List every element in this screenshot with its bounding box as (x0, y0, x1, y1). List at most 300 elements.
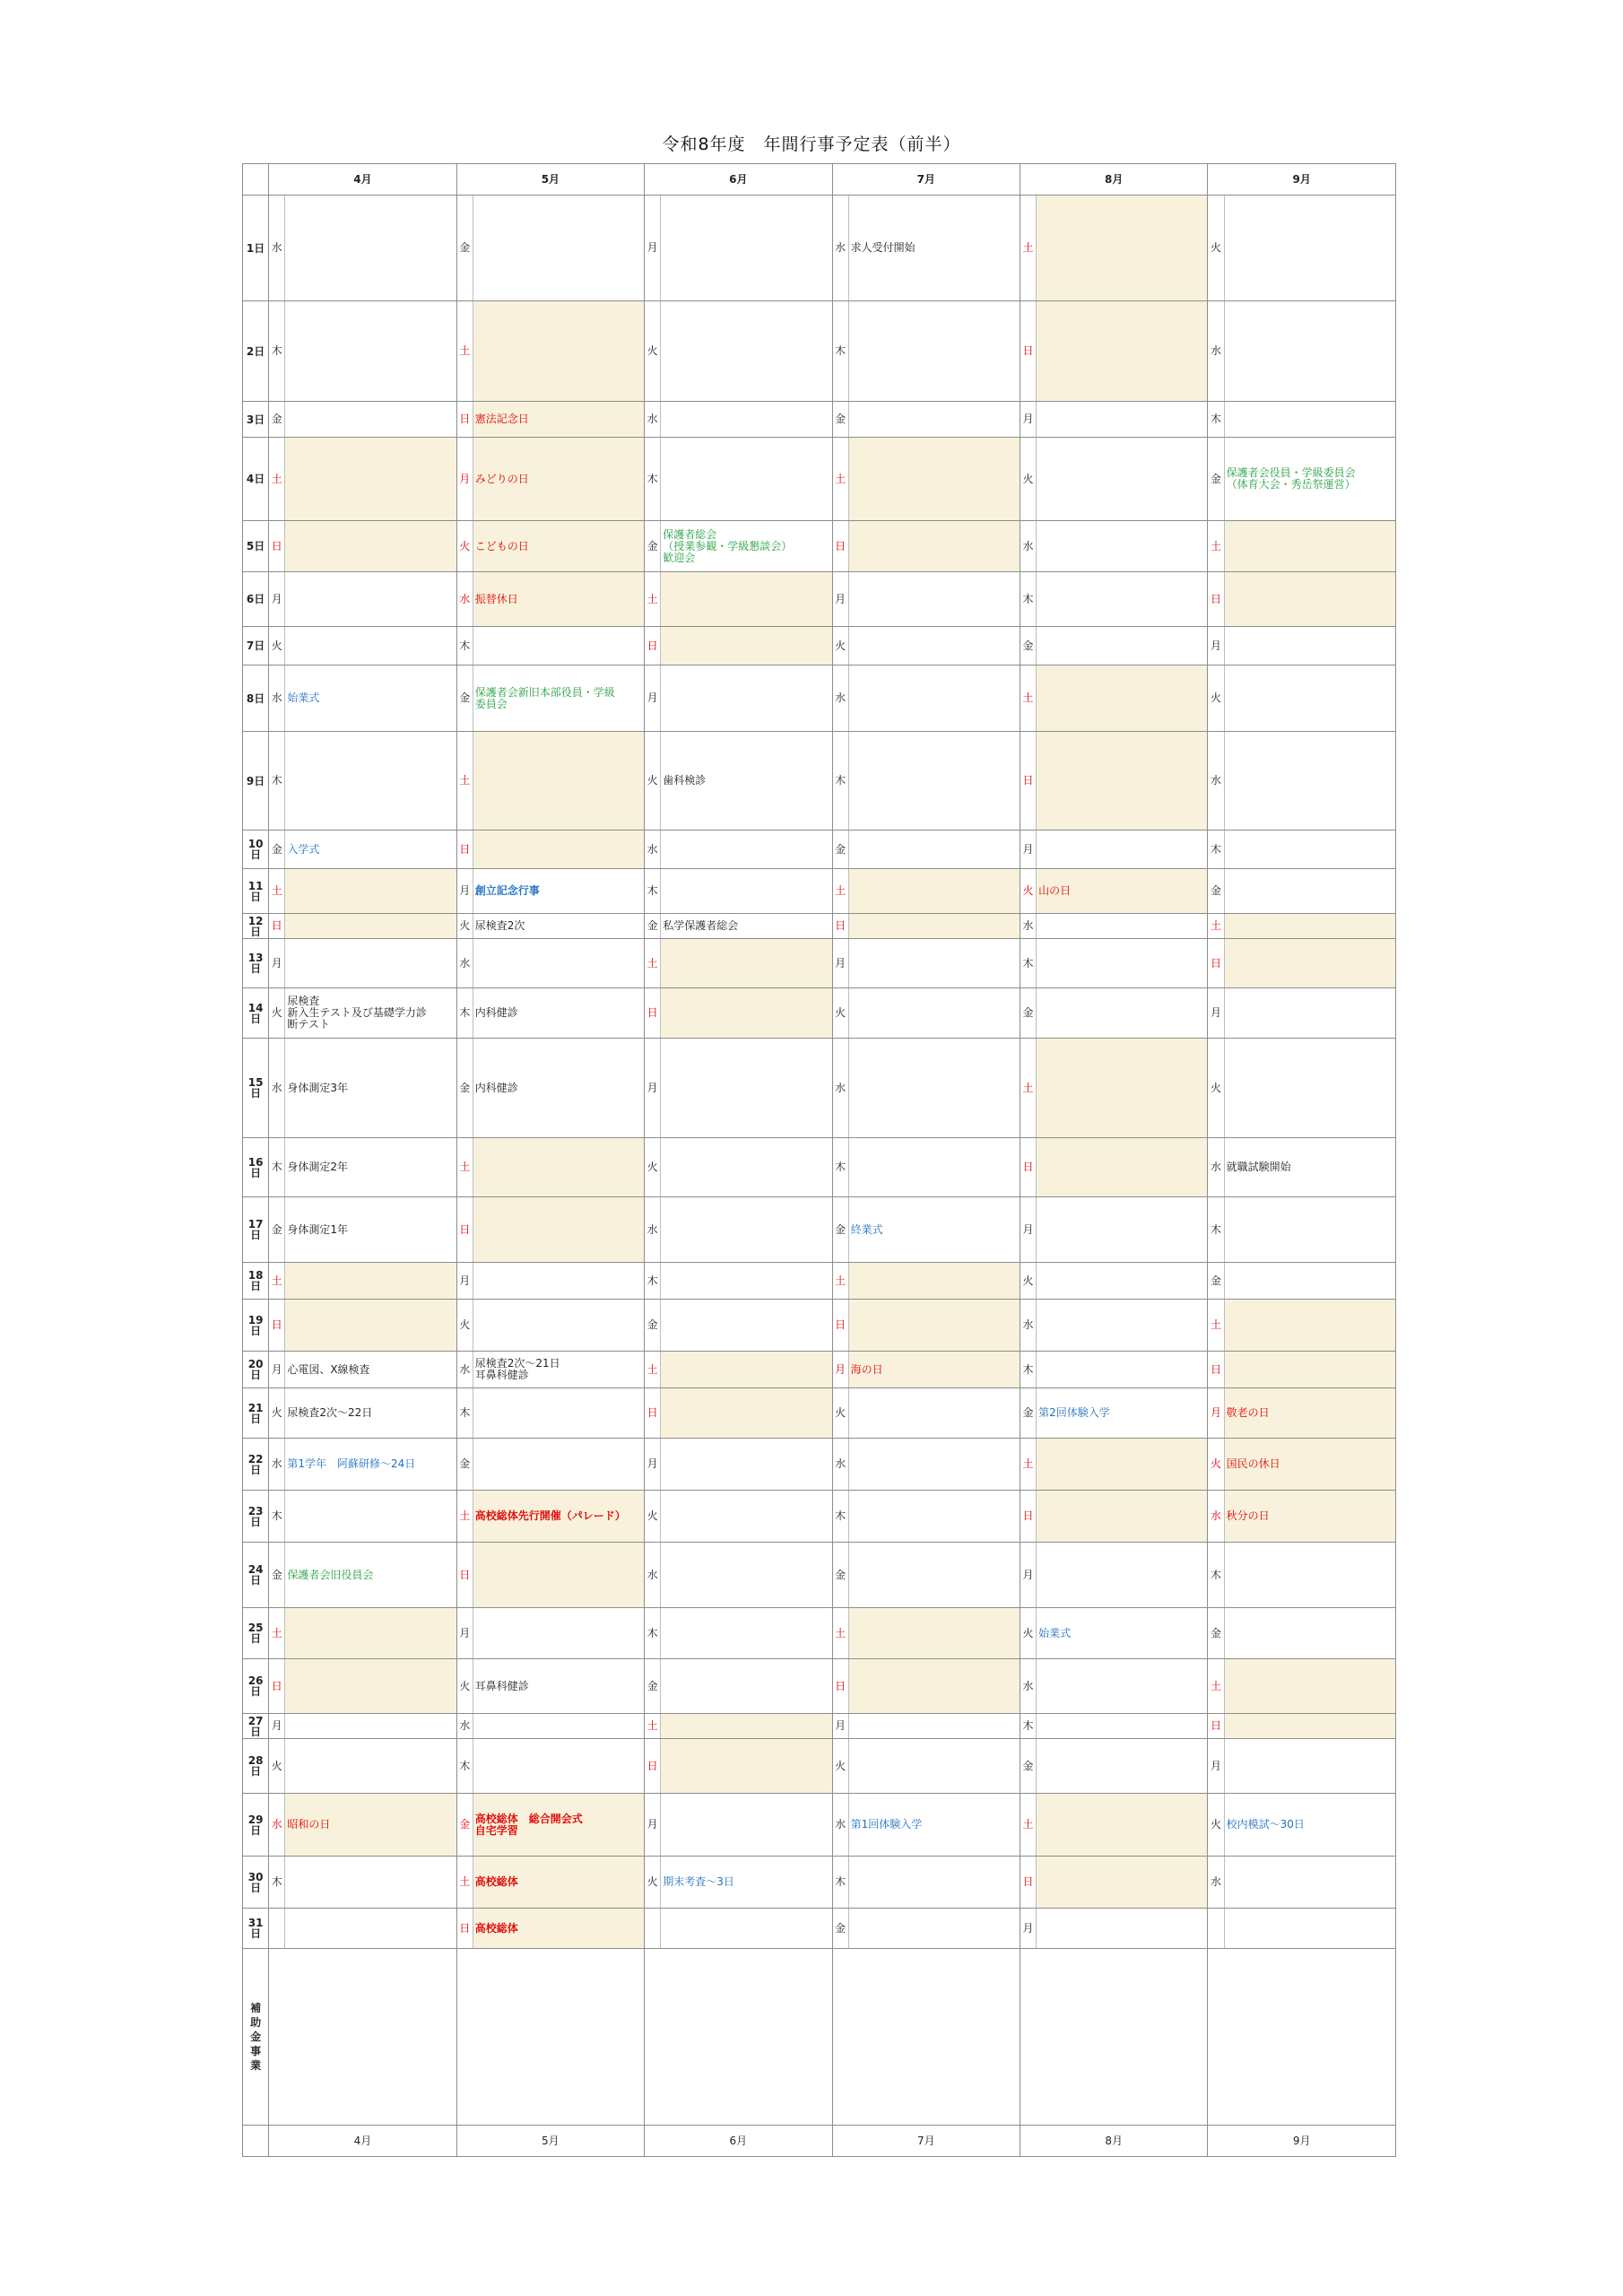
day-label: 28日 (243, 1739, 269, 1794)
event-cell (1037, 869, 1208, 914)
weekday-cell: 木 (1208, 1197, 1224, 1263)
event-cell (1037, 939, 1208, 988)
weekday-cell: 日 (832, 1300, 848, 1352)
event-cell (1224, 1388, 1395, 1439)
event-cell (661, 1909, 832, 1949)
schedule-table (242, 163, 1396, 2157)
weekday-cell: 木 (832, 1857, 848, 1909)
event-text: 国民の休日 (1226, 1457, 1280, 1470)
event-cell (473, 988, 644, 1039)
event-cell (285, 1857, 456, 1909)
weekday-cell: 土 (269, 438, 285, 521)
weekday-cell: 日 (645, 1388, 661, 1439)
weekday-cell: 土 (645, 939, 661, 988)
weekday-cell: 火 (269, 1739, 285, 1794)
event-text: 第1回体験入学 (850, 1818, 923, 1831)
weekday-cell: 木 (456, 988, 473, 1039)
event-cell (1037, 1714, 1208, 1739)
day-row (243, 665, 1396, 732)
event-cell (1224, 831, 1395, 869)
weekday-cell: 火 (645, 732, 661, 831)
day-row (243, 1197, 1396, 1263)
weekday-cell: 水 (832, 1794, 848, 1857)
event-text: 山の日 (1038, 884, 1072, 897)
event-text: 心電図、X線検査 (287, 1362, 370, 1376)
event-cell (661, 1197, 832, 1263)
event-cell (285, 939, 456, 988)
weekday-cell: 金 (1208, 1263, 1224, 1300)
event-cell (1037, 988, 1208, 1039)
weekday-cell: 月 (269, 572, 285, 627)
event-text: 委員会 (474, 697, 508, 710)
event-text: 新入生テスト及び基礎学力診 (287, 1006, 427, 1019)
event-cell (285, 1739, 456, 1794)
day-row (243, 301, 1396, 402)
event-text: 私学保護者総会 (663, 919, 739, 932)
weekday-cell: 火 (832, 1739, 848, 1794)
month-footer: 4月 (269, 2126, 456, 2157)
event-cell (285, 914, 456, 939)
day-label: 10日 (243, 831, 269, 869)
event-cell (473, 732, 644, 831)
weekday-cell: 月 (832, 1714, 848, 1739)
event-cell (1224, 301, 1395, 402)
event-cell (1037, 914, 1208, 939)
weekday-cell: 水 (1020, 914, 1037, 939)
event-cell (473, 572, 644, 627)
event-cell (848, 914, 1020, 939)
event-cell (285, 1794, 456, 1857)
event-text: こどもの日 (474, 539, 529, 552)
event-cell (285, 831, 456, 869)
weekday-cell: 月 (832, 1352, 848, 1388)
event-cell (473, 1909, 644, 1949)
weekday-cell: 金 (832, 1197, 848, 1263)
event-cell (1037, 1439, 1208, 1491)
event-cell (473, 1794, 644, 1857)
subsidy-label-text: 補助金事業 (250, 2002, 262, 2072)
day-row (243, 831, 1396, 869)
event-cell (473, 831, 644, 869)
weekday-cell: 火 (645, 1857, 661, 1909)
weekday-cell: 土 (269, 1608, 285, 1659)
weekday-cell: 金 (1020, 627, 1037, 665)
day-row (243, 939, 1396, 988)
event-cell (848, 1659, 1020, 1714)
event-cell (473, 1439, 644, 1491)
event-cell (285, 301, 456, 402)
event-cell (1224, 914, 1395, 939)
weekday-cell: 日 (456, 402, 473, 438)
day-label: 15日 (243, 1039, 269, 1138)
month-header-row (243, 164, 1396, 196)
day-row (243, 402, 1396, 438)
event-cell (1037, 1909, 1208, 1949)
event-text: 始業式 (287, 691, 320, 704)
event-cell (661, 1039, 832, 1138)
day-row (243, 1739, 1396, 1794)
event-cell (1037, 1300, 1208, 1352)
event-cell (848, 939, 1020, 988)
day-row (243, 732, 1396, 831)
weekday-cell: 水 (1208, 732, 1224, 831)
weekday-cell: 日 (1020, 732, 1037, 831)
page-title: 令和8年度 年間行事予定表（前半） (662, 135, 961, 154)
event-cell (285, 1909, 456, 1949)
weekday-cell: 土 (1208, 521, 1224, 572)
weekday-cell: 日 (456, 1197, 473, 1263)
weekday-cell: 日 (269, 521, 285, 572)
weekday-cell: 木 (645, 1608, 661, 1659)
event-cell (473, 1739, 644, 1794)
weekday-cell: 金 (832, 831, 848, 869)
weekday-cell: 火 (456, 1300, 473, 1352)
weekday-cell: 火 (832, 988, 848, 1039)
event-cell (1037, 1608, 1208, 1659)
weekday-cell: 火 (269, 1388, 285, 1439)
event-text: 入学式 (287, 842, 320, 856)
weekday-cell: 木 (269, 1857, 285, 1909)
day-label: 3日 (243, 402, 269, 438)
weekday-cell: 水 (456, 939, 473, 988)
weekday-cell: 火 (645, 1491, 661, 1543)
event-cell (285, 627, 456, 665)
weekday-cell: 金 (1208, 1608, 1224, 1659)
event-cell (473, 1608, 644, 1659)
event-text: 尿検査2次～22日 (287, 1406, 373, 1419)
weekday-cell: 水 (269, 1039, 285, 1138)
weekday-cell: 水 (456, 572, 473, 627)
day-row (243, 1138, 1396, 1197)
weekday-cell: 火 (1020, 869, 1037, 914)
event-cell (848, 988, 1020, 1039)
event-cell (285, 1197, 456, 1263)
event-text: 耳鼻科健診 (474, 1369, 529, 1381)
event-cell (1224, 1039, 1395, 1138)
event-text: 耳鼻科健診 (474, 1679, 529, 1692)
weekday-cell: 木 (645, 1263, 661, 1300)
day-label: 2日 (243, 301, 269, 402)
weekday-cell: 金 (1208, 438, 1224, 521)
event-cell (285, 1300, 456, 1352)
event-cell (661, 939, 832, 988)
weekday-cell: 水 (645, 402, 661, 438)
event-cell (661, 1714, 832, 1739)
weekday-cell: 月 (1208, 627, 1224, 665)
weekday-cell: 土 (456, 1491, 473, 1543)
month-footer: 5月 (456, 2126, 644, 2157)
event-cell (285, 1138, 456, 1197)
subsidy-cell (269, 1949, 456, 2126)
weekday-cell: 日 (1020, 1138, 1037, 1197)
event-cell (473, 438, 644, 521)
event-cell (1224, 1739, 1395, 1794)
weekday-cell: 火 (832, 627, 848, 665)
event-text: 第2回体験入学 (1038, 1406, 1110, 1419)
weekday-cell: 日 (456, 1543, 473, 1608)
event-cell (848, 521, 1020, 572)
event-cell (1037, 627, 1208, 665)
event-cell (661, 914, 832, 939)
event-cell (661, 1491, 832, 1543)
event-cell (661, 1388, 832, 1439)
event-cell (473, 1857, 644, 1909)
weekday-cell: 金 (1208, 869, 1224, 914)
weekday-cell: 日 (269, 914, 285, 939)
weekday-cell: 日 (269, 1300, 285, 1352)
event-text: 始業式 (1038, 1626, 1072, 1639)
weekday-cell: 水 (832, 1039, 848, 1138)
weekday-cell: 土 (456, 301, 473, 402)
weekday-cell: 木 (1208, 402, 1224, 438)
event-text: 断テスト (287, 1018, 330, 1031)
weekday-cell: 月 (645, 1439, 661, 1491)
event-cell (1224, 1491, 1395, 1543)
event-cell (285, 1491, 456, 1543)
weekday-cell: 月 (645, 196, 661, 301)
event-cell (473, 1491, 644, 1543)
month-footer: 7月 (832, 2126, 1020, 2157)
event-cell (285, 988, 456, 1039)
event-text: 校内模試～30日 (1226, 1818, 1305, 1831)
day-label: 23日 (243, 1491, 269, 1543)
event-text: 保護者会新旧本部役員・学級 (474, 685, 615, 699)
weekday-cell: 金 (269, 402, 285, 438)
weekday-cell: 水 (1208, 1491, 1224, 1543)
day-label: 31日 (243, 1909, 269, 1949)
weekday-cell: 火 (269, 627, 285, 665)
event-text: 保護者会旧役員会 (287, 1568, 374, 1581)
weekday-cell: 土 (1020, 665, 1037, 732)
day-label: 9日 (243, 732, 269, 831)
subsidy-cell (645, 1949, 832, 2126)
weekday-cell: 日 (645, 627, 661, 665)
weekday-cell: 土 (645, 572, 661, 627)
event-cell (1224, 732, 1395, 831)
weekday-cell: 水 (832, 1439, 848, 1491)
event-cell (473, 521, 644, 572)
event-cell (848, 831, 1020, 869)
event-text: 秋分の日 (1226, 1509, 1270, 1522)
day-label: 18日 (243, 1263, 269, 1300)
day-label: 8日 (243, 665, 269, 732)
corner-cell (243, 164, 269, 196)
event-cell (661, 627, 832, 665)
event-cell (1037, 665, 1208, 732)
weekday-cell: 日 (1208, 572, 1224, 627)
event-cell (285, 1388, 456, 1439)
event-text: 尿検査 (287, 995, 320, 1007)
day-label: 7日 (243, 627, 269, 665)
weekday-cell: 月 (456, 1263, 473, 1300)
weekday-cell: 木 (456, 1739, 473, 1794)
event-cell (473, 1197, 644, 1263)
month-header: 9月 (1208, 164, 1396, 196)
event-text: みどりの日 (474, 472, 529, 485)
event-text: 海の日 (850, 1362, 883, 1376)
weekday-cell: 火 (1208, 196, 1224, 301)
event-cell (1224, 572, 1395, 627)
event-text: 高校総体先行開催（パレード） (474, 1509, 626, 1522)
weekday-cell: 日 (832, 521, 848, 572)
day-row (243, 1659, 1396, 1714)
weekday-cell: 土 (269, 1263, 285, 1300)
event-cell (473, 196, 644, 301)
weekday-cell: 月 (1020, 1197, 1037, 1263)
event-cell (1224, 1352, 1395, 1388)
day-row (243, 869, 1396, 914)
weekday-cell: 水 (645, 1197, 661, 1263)
event-text: 内科健診 (474, 1006, 518, 1019)
weekday-cell: 木 (832, 301, 848, 402)
weekday-cell: 火 (1208, 1794, 1224, 1857)
event-cell (848, 1138, 1020, 1197)
day-row (243, 1857, 1396, 1909)
event-text: 保護者会役員・学級委員会 (1226, 466, 1356, 479)
event-cell (848, 1794, 1020, 1857)
weekday-cell: 火 (832, 1388, 848, 1439)
subsidy-cell (1208, 1949, 1396, 2126)
event-text: （体育大会・秀岳祭運営） (1226, 478, 1356, 491)
weekday-cell: 日 (1020, 1857, 1037, 1909)
event-text: 身体測定2年 (287, 1161, 348, 1173)
event-text: 尿検査2次～21日 (474, 1357, 560, 1370)
event-cell (1224, 665, 1395, 732)
event-cell (1224, 1794, 1395, 1857)
weekday-cell: 水 (456, 1714, 473, 1739)
weekday-cell: 日 (1020, 1491, 1037, 1543)
weekday-cell: 土 (456, 732, 473, 831)
weekday-cell: 月 (269, 939, 285, 988)
weekday-cell: 金 (832, 402, 848, 438)
event-text: 期末考査～3日 (663, 1875, 734, 1888)
weekday-cell (1208, 1909, 1224, 1949)
weekday-cell: 金 (645, 1300, 661, 1352)
day-label: 4日 (243, 438, 269, 521)
weekday-cell: 土 (832, 438, 848, 521)
weekday-cell: 金 (1020, 1739, 1037, 1794)
event-cell (1037, 1138, 1208, 1197)
event-cell (661, 1608, 832, 1659)
event-cell (661, 732, 832, 831)
event-cell (661, 1794, 832, 1857)
weekday-cell: 火 (1208, 1439, 1224, 1491)
weekday-cell: 土 (1020, 1039, 1037, 1138)
weekday-cell: 土 (832, 1608, 848, 1659)
weekday-cell: 日 (645, 988, 661, 1039)
event-text: 高校総体 (474, 1875, 518, 1888)
weekday-cell: 月 (456, 1608, 473, 1659)
event-cell (1224, 1608, 1395, 1659)
event-cell (473, 1138, 644, 1197)
weekday-cell: 水 (1020, 1300, 1037, 1352)
event-cell (661, 521, 832, 572)
day-row (243, 914, 1396, 939)
event-cell (661, 1138, 832, 1197)
event-cell (661, 1263, 832, 1300)
weekday-cell: 水 (1020, 1659, 1037, 1714)
event-cell (848, 869, 1020, 914)
weekday-cell: 火 (1208, 1039, 1224, 1138)
event-cell (1037, 732, 1208, 831)
day-label: 21日 (243, 1388, 269, 1439)
event-cell (848, 1352, 1020, 1388)
event-text: （授業参観・学級懇談会） (663, 539, 793, 552)
day-row (243, 1439, 1396, 1491)
weekday-cell: 木 (1020, 1714, 1037, 1739)
event-text: 憲法記念日 (474, 413, 529, 425)
month-header: 5月 (456, 164, 644, 196)
weekday-cell: 木 (269, 1491, 285, 1543)
event-cell (1224, 1439, 1395, 1491)
event-cell (473, 665, 644, 732)
event-cell (285, 1039, 456, 1138)
event-cell (661, 196, 832, 301)
event-cell (1037, 1197, 1208, 1263)
event-cell (661, 1300, 832, 1352)
weekday-cell: 日 (832, 1659, 848, 1714)
weekday-cell: 月 (1208, 988, 1224, 1039)
weekday-cell: 金 (1020, 1388, 1037, 1439)
day-label: 12日 (243, 914, 269, 939)
weekday-cell: 月 (832, 939, 848, 988)
event-text: 身体測定3年 (287, 1081, 348, 1094)
day-row (243, 627, 1396, 665)
event-cell (473, 939, 644, 988)
event-cell (1224, 1909, 1395, 1949)
day-label: 5日 (243, 521, 269, 572)
day-label: 25日 (243, 1608, 269, 1659)
day-label: 16日 (243, 1138, 269, 1197)
weekday-cell: 水 (1208, 1857, 1224, 1909)
day-label: 26日 (243, 1659, 269, 1714)
day-row (243, 1909, 1396, 1949)
event-cell (285, 869, 456, 914)
event-cell (1037, 1794, 1208, 1857)
weekday-cell: 水 (1208, 1138, 1224, 1197)
day-label: 6日 (243, 572, 269, 627)
event-cell (285, 521, 456, 572)
event-cell (1224, 1714, 1395, 1739)
event-cell (1037, 196, 1208, 301)
event-cell (285, 438, 456, 521)
weekday-cell: 木 (456, 627, 473, 665)
month-footer: 6月 (645, 2126, 832, 2157)
weekday-cell: 木 (832, 1138, 848, 1197)
event-cell (1224, 196, 1395, 301)
event-cell (285, 1439, 456, 1491)
day-row (243, 1388, 1396, 1439)
weekday-cell: 日 (1208, 939, 1224, 988)
day-row (243, 521, 1396, 572)
event-cell (848, 402, 1020, 438)
event-cell (1037, 438, 1208, 521)
weekday-cell: 土 (1020, 196, 1037, 301)
event-cell (285, 1659, 456, 1714)
event-cell (285, 402, 456, 438)
weekday-cell: 火 (456, 914, 473, 939)
event-cell (1224, 1197, 1395, 1263)
event-text: 第1学年 阿蘇研修～24日 (287, 1457, 416, 1470)
day-label: 27日 (243, 1714, 269, 1739)
event-cell (285, 572, 456, 627)
event-cell (848, 1388, 1020, 1439)
event-cell (473, 627, 644, 665)
weekday-cell: 木 (645, 438, 661, 521)
event-text: 敬老の日 (1226, 1406, 1270, 1419)
month-header: 6月 (645, 164, 832, 196)
event-cell (1037, 1659, 1208, 1714)
